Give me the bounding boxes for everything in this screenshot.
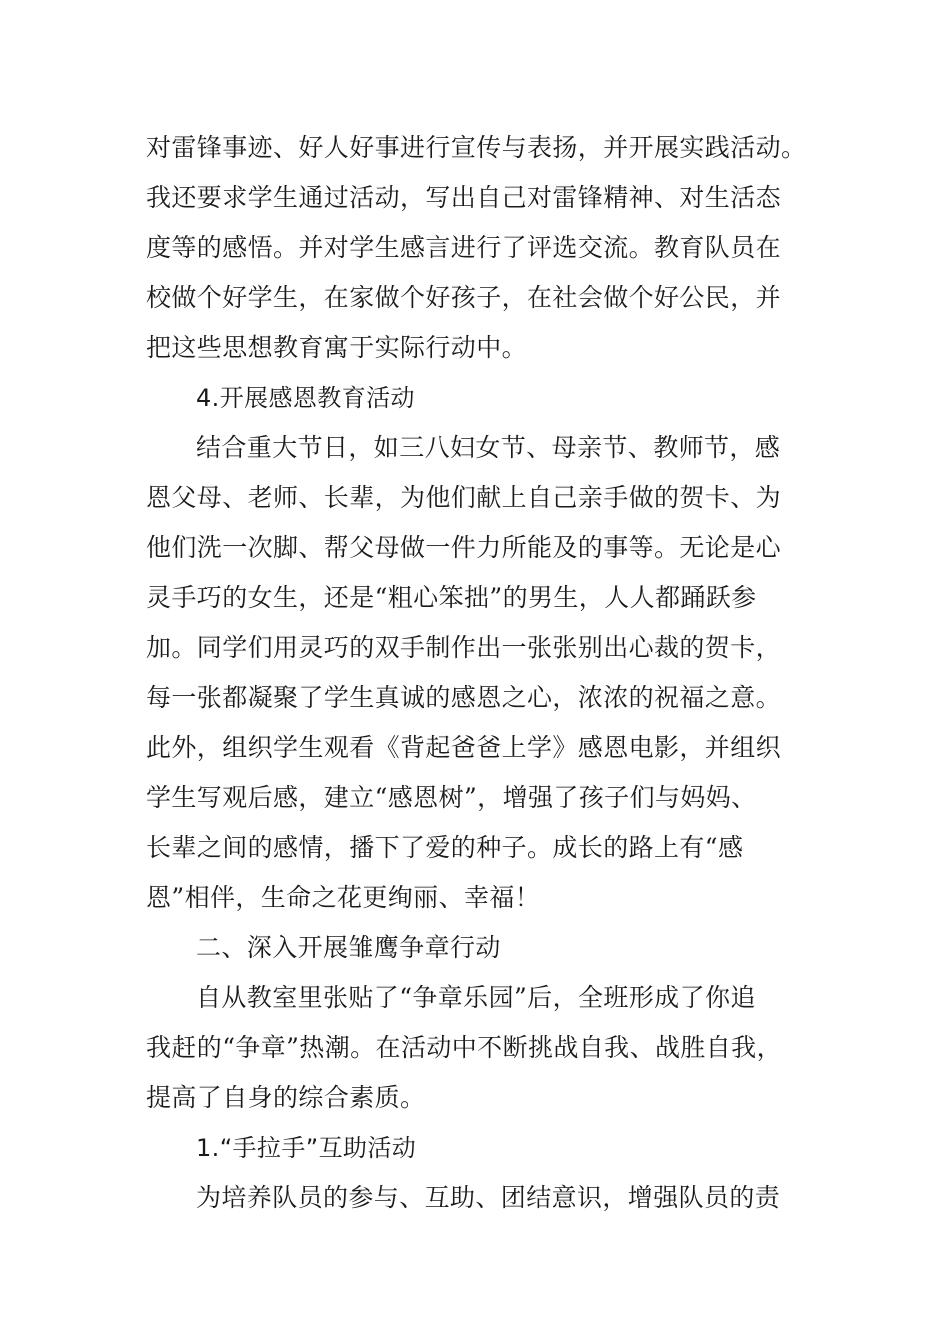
body-line: 结合重大节日，如三八妇女节、母亲节、教师节，感 [196,433,781,462]
body-line: 此外，组织学生观看《背起爸爸上学》感恩电影，并组织 [146,733,782,762]
body-line: 学生写观后感，建立“感恩树”，增强了孩子们与妈妈、 [146,783,757,812]
body-line: 自从教室里张贴了“争章乐园”后，全班形成了你追 [196,983,756,1012]
body-line: 我赶的“争章”热潮。在活动中不断挑战自我、战胜自我， [146,1033,782,1062]
body-line: 我还要求学生通过活动，写出自己对雷锋精神、对生活态 [146,183,782,212]
body-line: 他们洗一次脚、帮父母做一件力所能及的事等。无论是心 [146,533,782,562]
section-heading: 二、深入开展雏鹰争章行动 [196,933,501,962]
body-line: 长辈之间的感情，播下了爱的种子。成长的路上有“感 [146,833,744,862]
body-line: 校做个好学生，在家做个好孩子，在社会做个好公民，并 [146,283,782,312]
body-line: 把这些思想教育寓于实际行动中。 [146,333,528,362]
body-line: 对雷锋事迹、好人好事进行宣传与表扬，并开展实践活动。 [146,133,807,162]
section-heading: 1.“手拉手”互助活动 [196,1134,417,1162]
body-line: 提高了自身的综合素质。 [146,1083,426,1112]
body-line: 度等的感悟。并对学生感言进行了评选交流。教育队员在 [146,233,782,262]
body-line: 为培养队员的参与、互助、团结意识，增强队员的责 [196,1183,781,1212]
body-line: 恩父母、老师、长辈，为他们献上自己亲手做的贺卡、为 [146,483,782,512]
body-line: 加。同学们用灵巧的双手制作出一张张别出心裁的贺卡， [146,633,782,662]
section-heading: 4.开展感恩教育活动 [196,384,415,412]
body-line: 灵手巧的女生，还是“粗心笨拙”的男生，人人都踊跃参 [146,583,757,612]
body-line: 恩”相伴，生命之花更绚丽、幸福！ [146,883,541,912]
body-line: 每一张都凝聚了学生真诚的感恩之心，浓浓的祝福之意。 [146,683,782,712]
